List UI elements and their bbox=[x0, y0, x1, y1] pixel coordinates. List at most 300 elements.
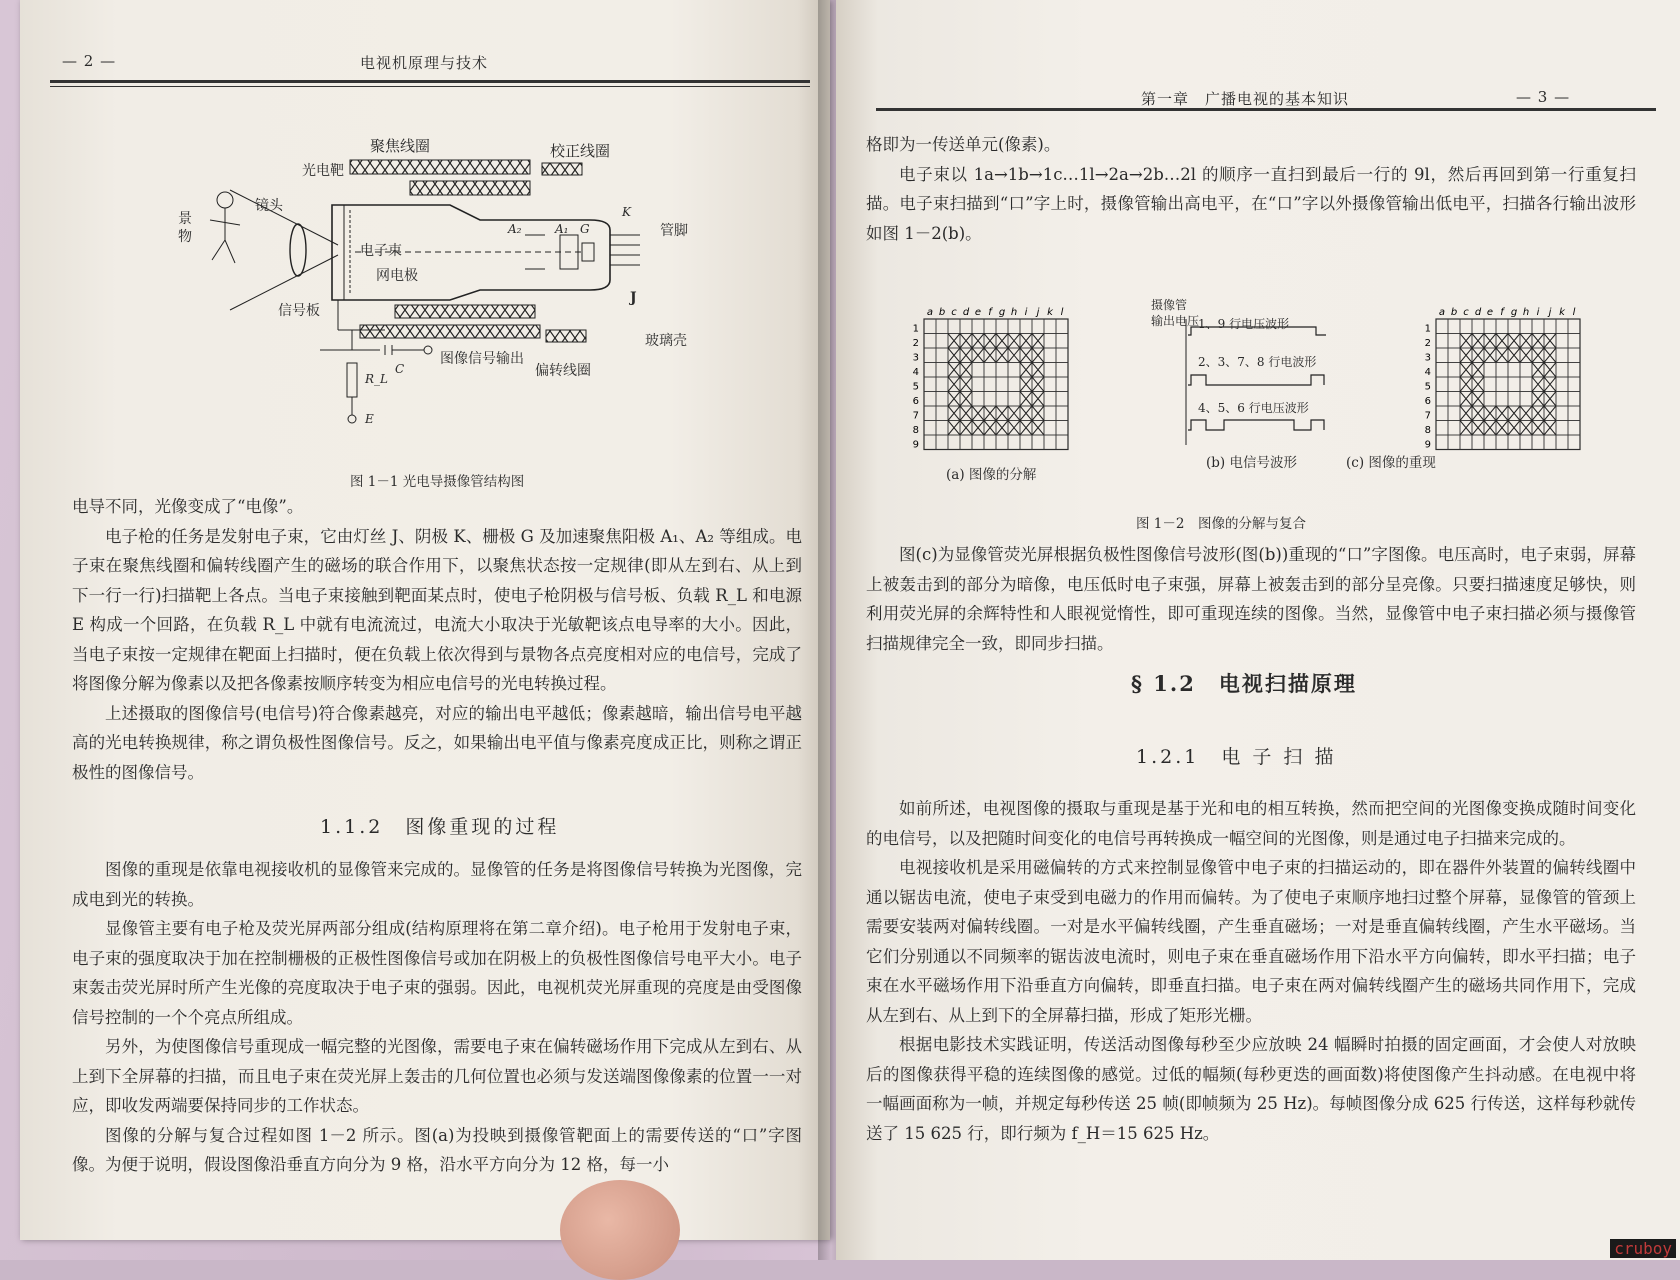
grid-c-cell bbox=[1436, 363, 1448, 378]
row-number: 6 bbox=[912, 396, 919, 407]
grid-c-cell bbox=[1568, 348, 1580, 363]
grid-a-mark bbox=[972, 334, 984, 349]
caption-a: (a) 图像的分解 bbox=[946, 467, 1037, 483]
grid-c-cell bbox=[1484, 377, 1496, 392]
wave-2-label: 2、3、7、8 行电波形 bbox=[1198, 355, 1317, 369]
grid-a-cell bbox=[948, 435, 960, 450]
label-g: G bbox=[580, 222, 590, 236]
grid-c-mark bbox=[1532, 406, 1544, 421]
grid-a-cell bbox=[924, 377, 936, 392]
grid-c-cell bbox=[1496, 392, 1508, 407]
grid-a-cell bbox=[1056, 392, 1068, 407]
label-rl: R_L bbox=[365, 372, 389, 386]
camera-tube-diagram bbox=[170, 135, 730, 435]
grid-a-cell bbox=[936, 421, 948, 436]
grid-a-mark bbox=[960, 348, 972, 363]
wave-1-label: 1、9 行电压波形 bbox=[1198, 317, 1290, 331]
grid-a-cell bbox=[1044, 421, 1056, 436]
grid-a-cell bbox=[972, 392, 984, 407]
grid-a-cell bbox=[972, 435, 984, 450]
grid-a-cell bbox=[936, 377, 948, 392]
grid-a-cell bbox=[984, 392, 996, 407]
wave-3-line bbox=[1188, 420, 1324, 430]
grid-a-cell bbox=[1044, 377, 1056, 392]
column-letter: f bbox=[1500, 307, 1504, 318]
column-letter: b bbox=[1450, 307, 1458, 318]
grid-c-mark bbox=[1496, 421, 1508, 436]
grid-c-cell bbox=[1520, 363, 1532, 378]
grid-a-cell bbox=[924, 348, 936, 363]
grid-a-cell bbox=[996, 377, 1008, 392]
column-letter: k bbox=[1047, 307, 1053, 318]
paragraph: 电子束以 1a→1b→1c…1l→2a→2b…2l 的顺序一直扫到最后一行的 9l，然后再回到第一行重复扫描。电子束扫描到“口”字上时，摄像管输出高电平，在“口”字以外摄像管输出低电平，扫描各行输出波形如图 1－2(b)。 bbox=[866, 164, 1636, 243]
column-letter: l bbox=[1060, 307, 1064, 318]
grid-a-cell bbox=[984, 319, 996, 334]
wave-2-line bbox=[1188, 375, 1324, 385]
grid-c-cell bbox=[1460, 319, 1472, 334]
paragraph: 格即为一传送单元(像素)。 bbox=[866, 135, 1061, 154]
grid-c-cell bbox=[1448, 348, 1460, 363]
grid-a-mark bbox=[996, 334, 1008, 349]
grid-a-cell bbox=[972, 319, 984, 334]
grid-a-cell bbox=[984, 435, 996, 450]
page-number-left: — 2 — bbox=[62, 52, 117, 70]
paragraph: 电视接收机是采用磁偏转的方式来控制显像管中电子束的扫描运动的，即在器件外装置的偏转线圈中通以锯齿电流，使电子束受到电磁力的作用而偏转。为了使电子束顺序地扫过整个屏幕，显像管的管颈上需要安装两对偏转线圈。一对是水平偏转线圈，产生垂直磁场；一对是垂直偏转线圈，产生水平磁场。当它们分别通以不同频率的锯齿波电流时，则电子束在垂直磁场作用下沿水平方向偏转，即水平扫描；电子束在水平磁场作用下沿垂直方向偏转，即垂直扫描。电子束在两对偏转线圈产生的磁场共同作用下，完成从左到右、从上到下的全屏幕扫描，形成了矩形光栅。 bbox=[866, 858, 1636, 1025]
grid-a-cell bbox=[1008, 377, 1020, 392]
grid-a-cell bbox=[1056, 319, 1068, 334]
grid-a-mark bbox=[948, 334, 960, 349]
grid-a-cell bbox=[984, 363, 996, 378]
grid-c-mark bbox=[1496, 406, 1508, 421]
grid-c-mark bbox=[1472, 348, 1484, 363]
running-title-right: 第一章 广播电视的基本知识 bbox=[1141, 90, 1350, 108]
grid-c-mark bbox=[1460, 421, 1472, 436]
grid-c-cell bbox=[1508, 319, 1520, 334]
grid-a-cell bbox=[936, 406, 948, 421]
grid-c-cell bbox=[1532, 319, 1544, 334]
row-number: 5 bbox=[1424, 381, 1431, 393]
grid-c-cell bbox=[1568, 377, 1580, 392]
grid-a-cell bbox=[1044, 319, 1056, 334]
grid-c-cell bbox=[1436, 334, 1448, 349]
grid-c-mark bbox=[1532, 348, 1544, 363]
grid-a-cell bbox=[924, 392, 936, 407]
grid-a-mark bbox=[1008, 421, 1020, 436]
grid-a-cell bbox=[972, 377, 984, 392]
grid-c-cell bbox=[1508, 363, 1520, 378]
grid-c-cell bbox=[1556, 363, 1568, 378]
thumb bbox=[560, 1180, 680, 1280]
figure-1-2 bbox=[906, 295, 1626, 495]
grid-a-cell bbox=[1008, 392, 1020, 407]
grid-c-mark bbox=[1520, 334, 1532, 349]
grid-a-mark bbox=[996, 348, 1008, 363]
grid-a-cell bbox=[1056, 435, 1068, 450]
column-letter: a bbox=[1438, 307, 1446, 318]
left-body-bottom bbox=[72, 855, 802, 1180]
label-deflection-coil: 偏转线圈 bbox=[535, 363, 591, 379]
grid-a-mark bbox=[948, 392, 960, 407]
grid-c-mark bbox=[1508, 421, 1520, 436]
grid-a-cell bbox=[1044, 406, 1056, 421]
grid-a-cell bbox=[996, 363, 1008, 378]
row-number: 3 bbox=[912, 352, 919, 364]
grid-c-mark bbox=[1544, 406, 1556, 421]
grid-a-cell bbox=[936, 392, 948, 407]
grid-c-mark bbox=[1508, 348, 1520, 363]
grid-c-mark bbox=[1460, 377, 1472, 392]
grid-c-mark bbox=[1460, 363, 1472, 378]
label-signal-plate: 信号板 bbox=[278, 303, 320, 319]
grid-a-mark bbox=[948, 363, 960, 378]
grid-a-cell bbox=[1056, 334, 1068, 349]
grid-c-cell bbox=[1448, 435, 1460, 450]
caption-b: (b) 电信号波形 bbox=[1206, 455, 1297, 471]
grid-a-cell bbox=[936, 435, 948, 450]
grid-c-mark bbox=[1544, 363, 1556, 378]
grid-c-mark bbox=[1532, 421, 1544, 436]
row-number: 5 bbox=[912, 381, 919, 393]
grid-c-mark bbox=[1460, 334, 1472, 349]
column-letter: j bbox=[1036, 307, 1040, 318]
paragraph: 图像的重现是依靠电视接收机的显像管来完成的。显像管的任务是将图像信号转换为光图像，完成电到光的转换。 bbox=[72, 860, 802, 909]
grid-c-mark bbox=[1532, 363, 1544, 378]
grid-c-cell bbox=[1472, 435, 1484, 450]
grid-a-mark bbox=[1020, 377, 1032, 392]
grid-a-cell bbox=[948, 319, 960, 334]
grid-a-mark bbox=[1020, 421, 1032, 436]
grid-a-mark bbox=[960, 334, 972, 349]
grid-a-mark bbox=[960, 392, 972, 407]
grid-a-cell bbox=[1008, 435, 1020, 450]
grid-c-cell bbox=[1436, 348, 1448, 363]
header-rule bbox=[50, 80, 810, 83]
grid-c-cell bbox=[1556, 348, 1568, 363]
header-rule bbox=[876, 108, 1656, 111]
label-a2: A₂ bbox=[508, 222, 522, 236]
grid-c-cell bbox=[1496, 377, 1508, 392]
row-number: 3 bbox=[1424, 352, 1431, 364]
column-letter: a bbox=[926, 307, 934, 318]
grid-a-cell bbox=[1056, 377, 1068, 392]
grid-a-mark bbox=[1032, 348, 1044, 363]
label-glass: 玻璃壳 bbox=[645, 333, 687, 349]
grid-c-mark bbox=[1460, 406, 1472, 421]
grid-a-cell bbox=[960, 319, 972, 334]
grid-a-mark bbox=[984, 334, 996, 349]
grid-c-mark bbox=[1472, 377, 1484, 392]
header-rule-thin bbox=[50, 86, 810, 87]
grid-c-mark bbox=[1496, 348, 1508, 363]
grid-c-mark bbox=[1532, 392, 1544, 407]
column-letter: f bbox=[988, 307, 992, 318]
paragraph: 电导不同，光像变成了“电像”。 bbox=[72, 497, 304, 516]
column-letter: g bbox=[998, 307, 1006, 318]
grid-a-cell bbox=[1020, 435, 1032, 450]
grid-c-mark bbox=[1520, 406, 1532, 421]
grid-c-mark bbox=[1460, 392, 1472, 407]
label-c: C bbox=[395, 362, 405, 376]
grid-c-cell bbox=[1496, 363, 1508, 378]
column-letter: d bbox=[1474, 307, 1482, 318]
grid-a-cell bbox=[1044, 348, 1056, 363]
grid-c-cell bbox=[1484, 363, 1496, 378]
row-number: 7 bbox=[912, 410, 919, 422]
grid-c-cell bbox=[1568, 334, 1580, 349]
grid-c-cell bbox=[1448, 334, 1460, 349]
grid-a-cell bbox=[936, 348, 948, 363]
grid-a-cell bbox=[1044, 392, 1056, 407]
grid-c-mark bbox=[1508, 406, 1520, 421]
grid-a-cell bbox=[1008, 319, 1020, 334]
right-body-bottom bbox=[866, 794, 1636, 1148]
row-number: 4 bbox=[1424, 367, 1431, 378]
grid-c-cell bbox=[1556, 421, 1568, 436]
grid-c-cell bbox=[1568, 435, 1580, 450]
grid-a-mark bbox=[1032, 334, 1044, 349]
grid-c-cell bbox=[1556, 435, 1568, 450]
grid-a-mark bbox=[1008, 334, 1020, 349]
grid-a-mark bbox=[960, 406, 972, 421]
label-correction-coil: 校正线圈 bbox=[550, 142, 611, 160]
grid-c-cell bbox=[1568, 392, 1580, 407]
grid-a-cell bbox=[924, 435, 936, 450]
grid-c-cell bbox=[1448, 421, 1460, 436]
grid-c-cell bbox=[1556, 319, 1568, 334]
grid-a-cell bbox=[1056, 348, 1068, 363]
running-title-left: 电视机原理与技术 bbox=[360, 54, 489, 72]
grid-c-cell bbox=[1556, 392, 1568, 407]
figure-1-2-caption: 图 1－2 图像的分解与复合 bbox=[1136, 516, 1306, 532]
paragraph: 图(c)为显像管荧光屏根据负极性图像信号波形(图(b))重现的“口”字图像。电压高时，电子束弱，屏幕上被轰击到的部分为暗像，电压低时电子束强，屏幕上被轰击到的部分呈亮像。只要扫描速度足够快，则利用荧光屏的余辉特性和人眼视觉惰性，即可重现连续的图像。当然，显像管中电子束扫描必须与摄像管扫描规律完全一致，即同步扫描。 bbox=[866, 545, 1636, 653]
grid-c-cell bbox=[1436, 319, 1448, 334]
grid-a-mark bbox=[960, 421, 972, 436]
grid-c-cell bbox=[1436, 435, 1448, 450]
row-number: 1 bbox=[1424, 323, 1431, 335]
column-letter: d bbox=[962, 307, 970, 318]
grid-a-mark bbox=[972, 421, 984, 436]
grid-c-cell bbox=[1520, 319, 1532, 334]
label-j: J bbox=[630, 290, 637, 306]
grid-c-cell bbox=[1520, 377, 1532, 392]
caption-c: (c) 图像的重现 bbox=[1346, 455, 1436, 471]
grid-a-cell bbox=[996, 392, 1008, 407]
grid-c-cell bbox=[1556, 377, 1568, 392]
grid-c-cell bbox=[1568, 421, 1580, 436]
section-heading-1-2: § 1.2 电视扫描原理 bbox=[1131, 671, 1357, 696]
grid-a-cell bbox=[1044, 363, 1056, 378]
grid-a-cell bbox=[984, 377, 996, 392]
grid-c-mark bbox=[1532, 377, 1544, 392]
wave-title-line1: 摄像管 bbox=[1151, 298, 1188, 312]
grid-c-cell bbox=[1448, 377, 1460, 392]
grid-c-mark bbox=[1484, 334, 1496, 349]
grid-c-cell bbox=[1520, 435, 1532, 450]
column-letter: l bbox=[1572, 307, 1576, 318]
paragraph: 显像管主要有电子枪及荧光屏两部分组成(结构原理将在第二章介绍)。电子枪用于发射电子束，电子束的强度取决于加在控制栅极的正极性图像信号或加在阴极上的负极性图像信号电平大小。电子束轰击荧光屏时所产生光像的亮度取决于电子束的强弱。因此，电视机荧光屏重现的亮度是由受图像信号控制的一个个亮点所组成。 bbox=[72, 919, 802, 1027]
grid-a-mark bbox=[1032, 363, 1044, 378]
subsection-heading-1-1-2: 1.1.2 图像重现的过程 bbox=[320, 816, 560, 838]
grid-a-mark bbox=[1008, 348, 1020, 363]
grid-c-cell bbox=[1472, 319, 1484, 334]
grid-a-cell bbox=[1056, 406, 1068, 421]
grid-a-cell bbox=[924, 406, 936, 421]
row-number: 9 bbox=[912, 439, 919, 451]
grid-c-cell bbox=[1556, 334, 1568, 349]
grid-a-mark bbox=[984, 421, 996, 436]
grid-a-mark bbox=[1032, 406, 1044, 421]
watermark: cruboy bbox=[1610, 1239, 1676, 1258]
paragraph: 根据电影技术实践证明，传送活动图像每秒至少应放映 24 幅瞬时拍摄的固定画面，才会使人对放映后的图像获得平稳的连续图像的感觉。过低的幅频(每秒更迭的画面数)将使图像产生抖动感。在电视中将一幅画面称为一帧，并规定每秒传送 25 帧(即帧频为 25 Hz)。每帧图像分成 625 行传送，这样每秒就传送了 15 625 行，即行频为 f_H＝15 625 Hz。 bbox=[866, 1035, 1636, 1143]
grid-a-cell bbox=[924, 363, 936, 378]
grid-a-mark bbox=[972, 348, 984, 363]
grid-a-cell bbox=[1044, 435, 1056, 450]
paragraph: 上述摄取的图像信号(电信号)符合像素越亮，对应的输出电平越低；像素越暗，输出信号电平越高的光电转换规律，称之谓负极性图像信号。反之，如果输出电平值与像素亮度成正比，则称之谓正极性的图像信号。 bbox=[72, 703, 802, 782]
figure-1-1-caption: 图 1－1 光电导摄像管结构图 bbox=[350, 474, 525, 490]
label-lens: 镜头 bbox=[255, 198, 283, 214]
label-mesh: 网电极 bbox=[376, 268, 418, 284]
column-letter: j bbox=[1548, 307, 1552, 318]
grid-a-cell bbox=[1056, 363, 1068, 378]
grid-a-cell bbox=[936, 319, 948, 334]
grid-a-cell bbox=[924, 319, 936, 334]
grid-c-cell bbox=[1544, 435, 1556, 450]
grid-c-cell bbox=[1436, 421, 1448, 436]
grid-a-mark bbox=[996, 406, 1008, 421]
grid-a-mark bbox=[1032, 392, 1044, 407]
subsection-heading-1-2-1: 1.2.1 电 子 扫 描 bbox=[1136, 746, 1337, 768]
right-body-top bbox=[866, 130, 1636, 248]
left-page bbox=[20, 0, 830, 1240]
row-number: 8 bbox=[912, 425, 919, 436]
grid-a-mark bbox=[1032, 421, 1044, 436]
grid-a-mark bbox=[984, 348, 996, 363]
label-a1: A₁ bbox=[555, 222, 569, 236]
grid-a-cell bbox=[924, 334, 936, 349]
grid-c-cell bbox=[1436, 406, 1448, 421]
grid-c-mark bbox=[1544, 392, 1556, 407]
grid-c-mark bbox=[1472, 421, 1484, 436]
grid-a-mark bbox=[1020, 334, 1032, 349]
grid-a-mark bbox=[984, 406, 996, 421]
label-k: K bbox=[622, 205, 631, 219]
label-signal-output: 图像信号输出 bbox=[440, 351, 524, 367]
grid-c-mark bbox=[1484, 421, 1496, 436]
row-number: 6 bbox=[1424, 396, 1431, 407]
grid-c-cell bbox=[1448, 319, 1460, 334]
grid-c-cell bbox=[1496, 435, 1508, 450]
grid-c-mark bbox=[1496, 334, 1508, 349]
grid-a-cell bbox=[972, 363, 984, 378]
grid-c-cell bbox=[1508, 377, 1520, 392]
wave-3-label: 4、5、6 行电压波形 bbox=[1198, 401, 1309, 415]
left-body-top bbox=[72, 492, 802, 787]
grid-c-cell bbox=[1484, 319, 1496, 334]
grid-c-cell bbox=[1544, 319, 1556, 334]
grid-c-mark bbox=[1484, 406, 1496, 421]
grid-c-cell bbox=[1484, 392, 1496, 407]
grid-a-cell bbox=[996, 319, 1008, 334]
grid-a-mark bbox=[960, 377, 972, 392]
row-number: 4 bbox=[912, 367, 919, 378]
grid-c-mark bbox=[1544, 348, 1556, 363]
row-number: 1 bbox=[912, 323, 919, 335]
grid-a-cell bbox=[936, 334, 948, 349]
grid-a-cell bbox=[960, 435, 972, 450]
label-focus-coil: 聚焦线圈 bbox=[370, 137, 431, 155]
grid-c-cell bbox=[1496, 319, 1508, 334]
column-letter: h bbox=[1522, 307, 1530, 318]
grid-c-cell bbox=[1448, 392, 1460, 407]
grid-c-mark bbox=[1544, 334, 1556, 349]
grid-c-mark bbox=[1520, 348, 1532, 363]
column-letter: i bbox=[1024, 307, 1028, 318]
grid-a-mark bbox=[948, 406, 960, 421]
grid-a-cell bbox=[924, 421, 936, 436]
label-electron-beam: 电子束 bbox=[360, 243, 402, 259]
label-scene: 景物 bbox=[178, 211, 192, 245]
wave-title bbox=[1151, 297, 1199, 329]
grid-c-cell bbox=[1568, 319, 1580, 334]
grid-c-mark bbox=[1508, 334, 1520, 349]
grid-c-mark bbox=[1532, 334, 1544, 349]
grid-c-mark bbox=[1472, 334, 1484, 349]
grid-a-cell bbox=[996, 435, 1008, 450]
row-number: 9 bbox=[1424, 439, 1431, 451]
grid-a-cell bbox=[1032, 319, 1044, 334]
column-letter: i bbox=[1536, 307, 1540, 318]
grid-a-cell bbox=[1056, 421, 1068, 436]
grid-a-mark bbox=[1020, 406, 1032, 421]
right-page bbox=[836, 0, 1680, 1260]
grid-a-mark bbox=[948, 421, 960, 436]
grid-c-cell bbox=[1568, 363, 1580, 378]
grid-c-cell bbox=[1532, 435, 1544, 450]
wave-title-line2: 输出电压 bbox=[1151, 314, 1200, 328]
grid-a-cell bbox=[1032, 435, 1044, 450]
grid-a-mark bbox=[948, 377, 960, 392]
grid-c-mark bbox=[1520, 421, 1532, 436]
column-letter: c bbox=[951, 307, 957, 318]
grid-c-mark bbox=[1472, 392, 1484, 407]
grid-a-cell bbox=[936, 363, 948, 378]
grid-c-cell bbox=[1448, 406, 1460, 421]
right-body-mid bbox=[866, 540, 1636, 658]
column-letter: c bbox=[1463, 307, 1469, 318]
grid-c-cell bbox=[1508, 435, 1520, 450]
column-letter: k bbox=[1559, 307, 1565, 318]
grid-c-cell bbox=[1436, 377, 1448, 392]
paragraph: 电子枪的任务是发射电子束，它由灯丝 J、阴极 K、栅极 G 及加速聚焦阳极 A₁、A₂ 等组成。电子束在聚焦线圈和偏转线圈产生的磁场的联合作用下，以聚焦状态按一定规律(即从左到右、从上到下一行一行)扫描靶上各点。当电子束接触到靶面某点时，使电子枪阴极与信号板、负载 R_L 和电源 E 构成一个回路，在负载 R_L 中就有电流流过，电流大小取决于光敏靶该点电导率的大小。因此，当电子束按一定规律在靶面上扫描时，便在负载上依次得到与景物各点亮度相对应的电信号，完成了将图像分解为像素以及把各像素按顺序转变为相应电信号的光电转换过程。 bbox=[72, 526, 802, 693]
column-letter: h bbox=[1010, 307, 1018, 318]
grid-a-mark bbox=[1008, 406, 1020, 421]
grid-a-mark bbox=[972, 406, 984, 421]
row-number: 2 bbox=[1424, 338, 1431, 349]
paragraph: 另外，为使图像信号重现成一幅完整的光图像，需要电子束在偏转磁场作用下完成从左到右、从上到下全屏幕的扫描，而且电子束在荧光屏上轰击的几何位置也必须与发送端图像像素的位置一一对应，即收发两端要保持同步的工作状态。 bbox=[72, 1037, 802, 1115]
grid-c-cell bbox=[1484, 435, 1496, 450]
paragraph: 图像的分解与复合过程如图 1－2 所示。图(a)为投映到摄像管靶面上的需要传送的“口”字图像。为便于说明，假设图像沿垂直方向分为 9 格，沿水平方向分为 12 格，每一小 bbox=[72, 1125, 802, 1174]
row-number: 2 bbox=[912, 338, 919, 349]
grid-c-cell bbox=[1448, 363, 1460, 378]
paragraph: 如前所述，电视图像的摄取与重现是基于光和电的相互转换，然而把空间的光图像变换成随时间变化的电信号，以及把随时间变化的电信号再转换成一幅空间的光图像，则是通过电子扫描来完成的。 bbox=[866, 799, 1636, 848]
grid-c-mark bbox=[1460, 348, 1472, 363]
grid-c-cell bbox=[1436, 392, 1448, 407]
label-e: E bbox=[365, 412, 374, 426]
grid-a-mark bbox=[948, 348, 960, 363]
grid-a-cell bbox=[1008, 363, 1020, 378]
row-number: 7 bbox=[1424, 410, 1431, 422]
column-letter: g bbox=[1510, 307, 1518, 318]
